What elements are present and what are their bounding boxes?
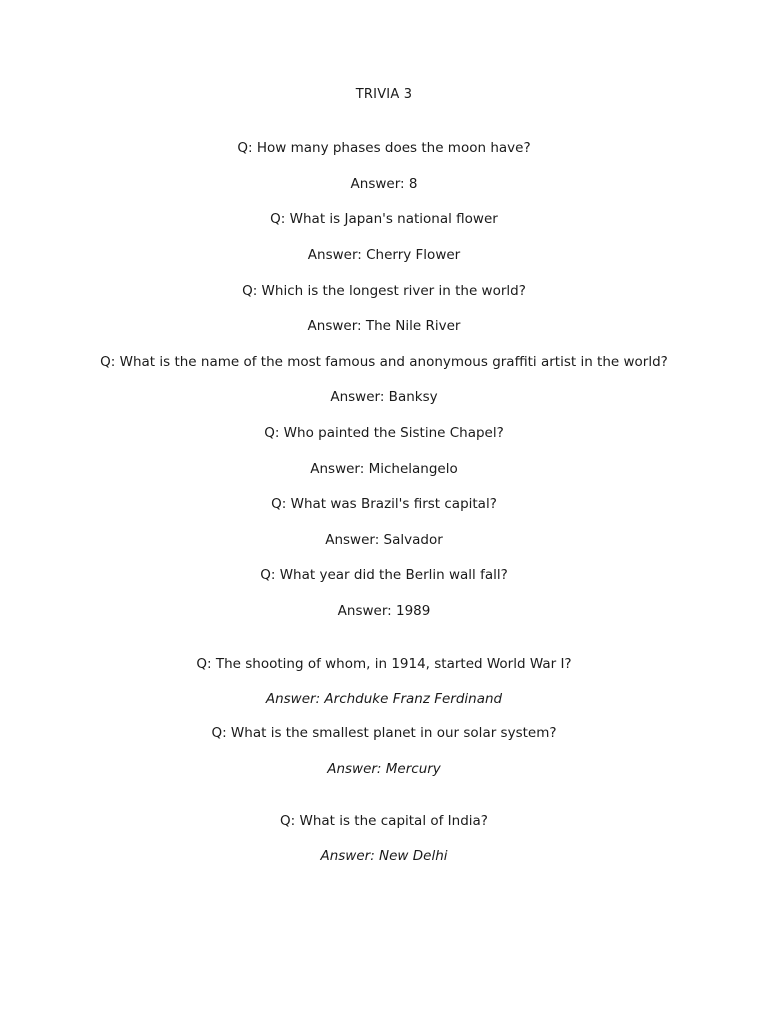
question-4: Q: What is the name of the most famous and anonymous graffiti artist in the world? bbox=[100, 354, 668, 370]
page-title: TRIVIA 3 bbox=[355, 87, 413, 102]
question-1: Q: How many phases does the moon have? bbox=[237, 140, 531, 156]
answer-10: Answer: New Delhi bbox=[320, 848, 448, 864]
answer-1: Answer: 8 bbox=[350, 176, 418, 192]
question-8: Q: The shooting of whom, in 1914, started World War I? bbox=[196, 656, 572, 672]
answer-3: Answer: The Nile River bbox=[307, 318, 461, 334]
question-6: Q: What was Brazil's first capital? bbox=[271, 496, 497, 512]
question-9: Q: What is the smallest planet in our solar system? bbox=[211, 725, 557, 741]
answer-7: Answer: 1989 bbox=[337, 603, 431, 619]
answer-6: Answer: Salvador bbox=[325, 532, 443, 548]
question-2: Q: What is Japan's national flower bbox=[270, 211, 498, 227]
question-7: Q: What year did the Berlin wall fall? bbox=[260, 567, 508, 583]
answer-9: Answer: Mercury bbox=[327, 761, 441, 777]
answer-4: Answer: Banksy bbox=[330, 389, 438, 405]
answer-8: Answer: Archduke Franz Ferdinand bbox=[265, 691, 503, 707]
question-10: Q: What is the capital of India? bbox=[280, 813, 488, 829]
answer-5: Answer: Michelangelo bbox=[310, 461, 458, 477]
question-5: Q: Who painted the Sistine Chapel? bbox=[264, 425, 504, 441]
answer-2: Answer: Cherry Flower bbox=[307, 247, 461, 263]
question-3: Q: Which is the longest river in the world? bbox=[242, 283, 526, 299]
